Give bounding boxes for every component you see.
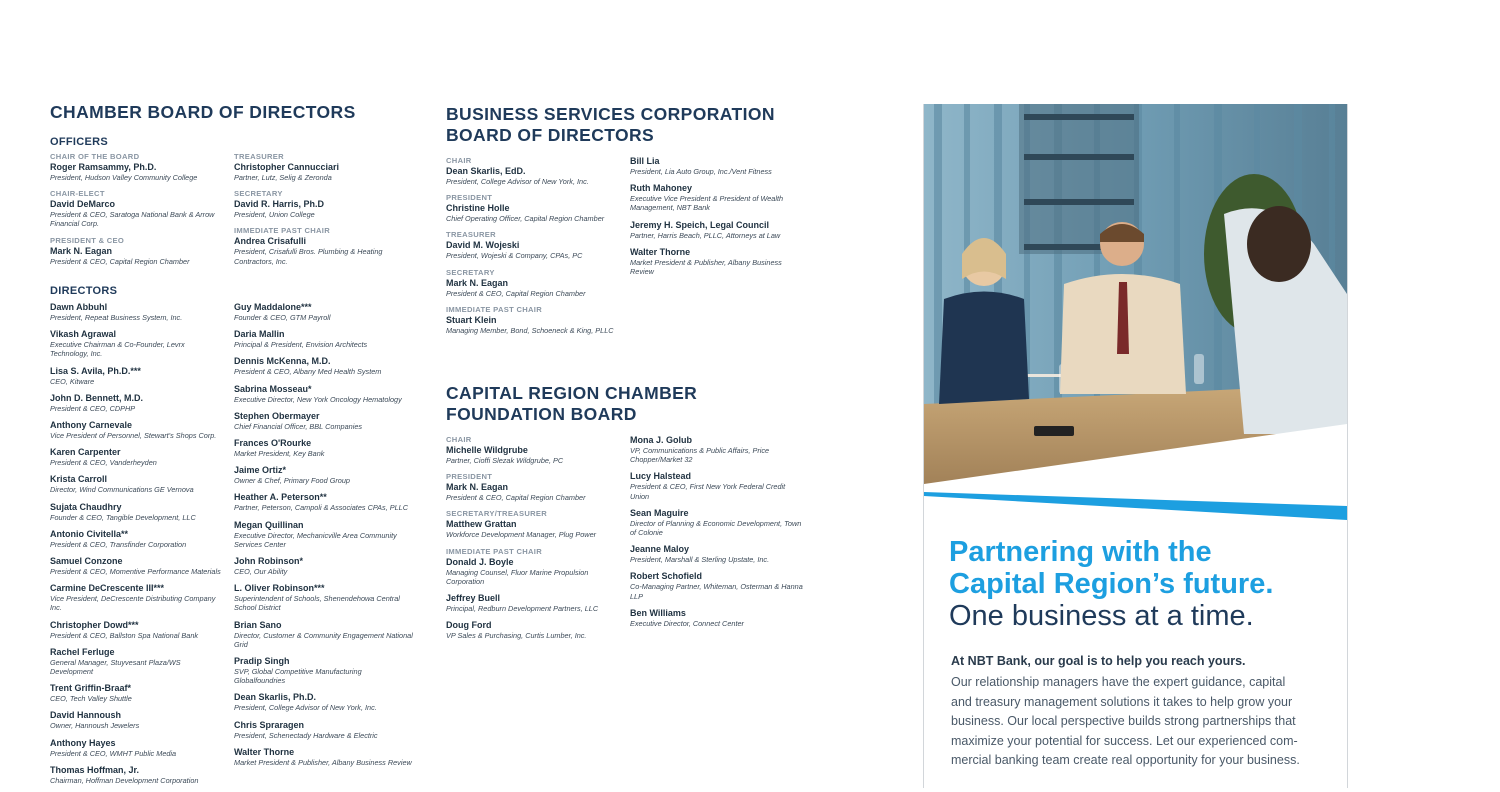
board-member-entry — [50, 529, 225, 549]
member-name: Thomas Hoffman, Jr. — [50, 764, 140, 775]
member-title: VP Sales & Purchasing, Curtis Lumber, Inc. — [446, 631, 587, 641]
member-title: General Manager, Stuyvesant Plaza/WS Development — [50, 657, 181, 677]
member-title: President & CEO, Capital Region Chamber — [50, 256, 190, 266]
member-title: Workforce Development Manager, Plug Power — [446, 530, 597, 540]
member-name: John Robinson* — [234, 556, 303, 567]
board-member-entry — [630, 471, 805, 500]
board-member-entry — [50, 236, 225, 266]
board-member-entry — [446, 268, 621, 298]
member-title: Partner, Lutz, Selig & Zeronda — [234, 173, 332, 182]
board-member-entry — [630, 156, 805, 176]
directors-heading: DIRECTORS — [50, 285, 118, 297]
member-title: President, Union College — [234, 210, 315, 220]
ad-body-line: Our relationship managers have the expert guidance, capital — [951, 675, 1286, 689]
board-member-entry — [234, 356, 414, 376]
board-member-entry — [630, 183, 805, 212]
member-name: Carmine DeCrescente III*** — [50, 583, 165, 594]
member-title: Director, Customer & Community Engagement National Grid — [234, 630, 413, 649]
meeting-photo — [924, 104, 1347, 534]
board-member-entry — [446, 593, 626, 613]
board-member-entry — [446, 620, 626, 640]
member-name: Lisa S. Avila, Ph.D.*** — [50, 365, 141, 376]
board-member-entry — [234, 692, 414, 712]
member-title: President, Lia Auto Group, Inc./Vent Fitness — [630, 167, 772, 176]
board-member-entry — [630, 435, 805, 464]
member-role: PRESIDENT — [446, 472, 493, 482]
member-title: VP, Communications & Public Affairs, Price Chopper/Market 32 — [630, 446, 770, 465]
ad-body-line: and treasury management solutions it takes to help grow your — [951, 694, 1293, 709]
member-title: Market President & Publisher, Albany Business Review — [234, 757, 412, 767]
member-title: President, College Advisor of New York, Inc. — [446, 177, 589, 186]
member-name: Chris Spraragen — [234, 719, 305, 730]
board-member-entry — [234, 329, 414, 349]
member-title: President & CEO, First New York Federal Credit Union — [630, 482, 786, 501]
ad-headline — [949, 536, 1273, 632]
board-member-entry — [50, 474, 225, 494]
member-name: Vikash Agrawal — [50, 329, 117, 340]
member-title: President, College Advisor of New York, Inc. — [234, 703, 377, 713]
ad-copy — [951, 654, 1341, 771]
board-member-entry — [630, 220, 805, 240]
member-title: President, Marshall & Sterling Upstate, Inc. — [630, 555, 770, 565]
member-name: Doug Ford — [446, 620, 492, 631]
member-title: Chairman, Hoffman Development Corporation — [50, 775, 199, 785]
member-title: President & CEO, Albany Med Health System — [234, 367, 382, 377]
member-role: CHAIR — [446, 156, 472, 165]
member-title: Owner, Hannoush Jewelers — [50, 721, 140, 731]
board-member-entry — [234, 438, 414, 458]
member-title: Executive Director, Mechanicville Area Community Services Center — [234, 530, 397, 549]
member-name: Ruth Mahoney — [630, 183, 692, 194]
member-name: Samuel Conzone — [50, 556, 123, 567]
member-title: Owner & Chef, Primary Food Group — [234, 476, 350, 486]
member-name: Pradip Singh — [234, 656, 290, 667]
board-member-entry — [234, 152, 414, 182]
board-member-entry — [630, 608, 805, 628]
member-name: Roger Ramsammy, Ph.D. — [50, 162, 157, 172]
member-role: PRESIDENT — [446, 193, 493, 203]
board-member-entry — [234, 226, 414, 265]
member-name: John D. Bennett, M.D. — [50, 392, 143, 403]
member-name: L. Oliver Robinson*** — [234, 583, 325, 594]
ad-body-line: maximize your potential for success. Let our experienced com- — [951, 733, 1298, 748]
member-name: Dean Skarlis, Ph.D. — [234, 692, 317, 703]
board-member-entry — [234, 520, 414, 549]
member-name: Mark N. Eagan — [446, 482, 509, 493]
member-name: Michelle Wildgrube — [446, 445, 528, 455]
member-role: CHAIR-ELECT — [50, 189, 105, 199]
member-name: Stephen Obermayer — [234, 410, 320, 421]
board-member-entry — [446, 156, 621, 186]
board-member-entry — [50, 738, 225, 758]
member-name: Trent Griffin-Braaf* — [50, 683, 132, 694]
bsc-board-title — [446, 104, 775, 146]
member-name: Dean Skarlis, EdD. — [446, 166, 526, 176]
board-member-entry — [446, 547, 626, 586]
board-member-entry — [234, 747, 414, 767]
member-name: Ben Williams — [630, 607, 686, 618]
member-name: Christopher Dowd*** — [50, 619, 139, 630]
member-name: David R. Harris, Ph.D — [234, 199, 325, 210]
board-member-entry — [630, 571, 805, 600]
board-member-entry — [234, 384, 414, 404]
member-name: Sabrina Mosseau* — [234, 383, 312, 394]
board-member-entry — [50, 366, 225, 386]
member-name: David M. Wojeski — [446, 240, 520, 251]
member-name: Karen Carpenter — [50, 447, 121, 458]
member-title: Vice President of Personnel, Stewart's Shops Corp. — [50, 431, 217, 441]
board-member-entry — [50, 420, 225, 440]
member-title: CEO, Kitware — [50, 376, 95, 386]
member-role: SECRETARY/TREASURER — [446, 509, 548, 519]
member-name: Lucy Halstead — [630, 471, 692, 482]
member-name: Jeremy H. Speich, Legal Council — [630, 219, 770, 230]
member-title: CEO, Our Ability — [234, 567, 288, 577]
member-name: David Hannoush — [50, 710, 122, 721]
member-role: SECRETARY — [234, 189, 283, 199]
board-member-entry — [50, 302, 225, 322]
member-role: TREASURER — [234, 152, 284, 161]
member-name: Dennis McKenna, M.D. — [234, 356, 331, 367]
ad-lead: At NBT Bank, our goal is to help you reach yours. — [951, 654, 1246, 668]
member-name: Anthony Hayes — [50, 737, 116, 748]
member-name: Daria Mallin — [234, 329, 285, 340]
member-title: Principal & President, Envision Architects — [234, 340, 368, 350]
member-name: Donald J. Boyle — [446, 556, 514, 567]
member-role: IMMEDIATE PAST CHAIR — [234, 226, 330, 236]
headline-line2: Capital Region’s future. — [949, 568, 1274, 600]
member-role: SECRETARY — [446, 267, 495, 277]
member-name: Guy Maddalone*** — [234, 302, 312, 312]
member-title: President & CEO, Capital Region Chamber — [446, 288, 586, 298]
officers-left-column — [50, 152, 225, 273]
board-member-entry — [50, 189, 225, 228]
foundation-board-title — [446, 383, 697, 425]
headline-line3: One business at a time. — [949, 600, 1254, 632]
member-name: Walter Thorne — [630, 246, 691, 257]
board-member-entry — [234, 465, 414, 485]
board-member-entry — [50, 683, 225, 703]
ad-body-line: business. Our local perspective builds strong partnerships that — [951, 714, 1296, 729]
member-name: Bill Lia — [630, 156, 660, 166]
board-member-entry — [630, 508, 805, 537]
nbt-bank-ad — [923, 104, 1348, 788]
board-member-entry — [630, 544, 805, 564]
board-member-entry — [234, 556, 414, 576]
board-member-entry — [50, 620, 225, 640]
member-title: President, Hudson Valley Community College — [50, 173, 198, 182]
board-member-entry — [446, 193, 621, 223]
member-name: Dawn Abbuhl — [50, 302, 108, 312]
member-name: Andrea Crisafulli — [234, 236, 307, 247]
member-title: Chief Operating Officer, Capital Region Chamber — [446, 214, 605, 224]
board-member-entry — [630, 247, 805, 276]
member-title: President, Wojeski & Company, CPAs, PC — [446, 251, 583, 261]
ad-body-line: mercial banking team create real opportunity for your business. — [951, 753, 1300, 768]
member-name: Sujata Chaudhry — [50, 501, 122, 512]
member-title: Director, Wind Communications GE Vernova — [50, 485, 194, 495]
member-name: Robert Schofield — [630, 571, 703, 582]
foundation-title-line2: FOUNDATION BOARD — [446, 404, 637, 424]
member-title: CEO, Tech Valley Shuttle — [50, 694, 132, 704]
member-name: Jeanne Maloy — [630, 544, 690, 555]
directors-left-column — [50, 302, 225, 792]
member-title: Market President, Key Bank — [234, 449, 325, 459]
member-title: President & CEO, Vanderheyden — [50, 458, 157, 468]
officers-right-column — [234, 152, 414, 273]
board-member-entry — [234, 720, 414, 740]
bsc-left-column — [446, 156, 621, 342]
member-name: Megan Quillinan — [234, 519, 304, 530]
member-title: President & CEO, WMHT Public Media — [50, 748, 177, 758]
member-title: Managing Counsel, Fluor Marine Propulsion Corporation — [446, 567, 589, 586]
member-title: Executive Chairman & Co-Founder, Levrx Technology, Inc. — [50, 340, 185, 359]
bsc-title-line2: BOARD OF DIRECTORS — [446, 125, 655, 145]
board-member-entry — [446, 509, 626, 539]
member-role: IMMEDIATE PAST CHAIR — [446, 546, 542, 556]
bsc-title-line1: BUSINESS SERVICES CORPORATION — [446, 104, 775, 124]
board-member-entry — [446, 472, 626, 502]
foundation-right-column — [630, 435, 805, 635]
member-name: Walter Thorne — [234, 746, 295, 757]
board-member-entry — [50, 393, 225, 413]
foundation-title-line1: CAPITAL REGION CHAMBER — [446, 383, 698, 403]
member-title: Founder & CEO, GTM Payroll — [234, 313, 331, 322]
member-role: TREASURER — [446, 230, 496, 240]
member-name: Krista Carroll — [50, 474, 108, 485]
member-title: Superintendent of Schools, Shenendehowa Central School District — [234, 594, 400, 613]
member-title: Director of Planning & Economic Development, Town of Colonie — [630, 518, 802, 538]
board-member-entry — [50, 556, 225, 576]
directors-right-column — [234, 302, 414, 774]
member-title: Partner, Cioffi Slezak Wildgrube, PC — [446, 456, 564, 465]
board-member-entry — [234, 620, 414, 649]
board-member-entry — [446, 305, 621, 335]
member-title: Chief Financial Officer, BBL Companies — [234, 421, 363, 431]
board-member-entry — [50, 765, 225, 785]
member-role: CHAIR — [446, 435, 472, 444]
member-role: PRESIDENT & CEO — [50, 235, 125, 245]
member-name: Mark N. Eagan — [446, 277, 509, 288]
member-name: David DeMarco — [50, 199, 116, 210]
member-role: CHAIR OF THE BOARD — [50, 152, 140, 161]
member-name: Anthony Carnevale — [50, 420, 133, 431]
member-title: Executive Director, New York Oncology Hematology — [234, 394, 402, 404]
member-title: President & CEO, CDPHP — [50, 403, 136, 413]
member-name: Brian Sano — [234, 619, 282, 630]
member-name: Christopher Cannucciari — [234, 162, 340, 172]
member-title: Managing Member, Bond, Schoeneck & King, PLLC — [446, 325, 614, 335]
member-title: Partner, Peterson, Campoli & Associates CPAs, PLLC — [234, 503, 408, 513]
member-title: Principal, Redburn Development Partners, LLC — [446, 604, 599, 614]
member-title: Founder & CEO, Tangible Development, LLC — [50, 512, 196, 522]
member-title: President, Schenectady Hardware & Electric — [234, 730, 378, 740]
member-title: Co-Managing Partner, Whiteman, Osterman & Hanna LLP — [630, 582, 803, 601]
member-title: Executive Vice President & President of Wealth Management, NBT Bank — [630, 194, 784, 213]
headline-line1: Partnering with the — [949, 536, 1212, 568]
board-member-entry — [234, 302, 414, 322]
board-member-entry — [50, 710, 225, 730]
board-member-entry — [50, 583, 225, 612]
member-title: President & CEO, Ballston Spa National Bank — [50, 630, 199, 640]
foundation-left-column — [446, 435, 626, 647]
member-title: President, Repeat Business System, Inc. — [50, 313, 183, 322]
board-member-entry — [50, 502, 225, 522]
member-name: Antonio Civitella** — [50, 528, 129, 539]
board-member-entry — [234, 189, 414, 219]
chamber-board-title: CHAMBER BOARD OF DIRECTORS — [50, 102, 356, 122]
officers-heading: OFFICERS — [50, 136, 109, 148]
member-title: President, Crisafulli Bros. Plumbing & Heating Contractors, Inc. — [234, 247, 383, 266]
board-member-entry — [234, 411, 414, 431]
member-name: Christine Holle — [446, 203, 510, 214]
member-name: Rachel Ferluge — [50, 646, 115, 657]
board-member-entry — [50, 447, 225, 467]
board-member-entry — [234, 492, 414, 512]
member-name: Jaime Ortiz* — [234, 465, 287, 476]
bsc-right-column — [630, 156, 805, 283]
member-title: Market President & Publisher, Albany Business Review — [630, 257, 782, 277]
board-member-entry — [50, 647, 225, 676]
member-title: President & CEO, Transfinder Corporation — [50, 539, 187, 549]
member-role: IMMEDIATE PAST CHAIR — [446, 304, 542, 314]
member-name: Sean Maguire — [630, 507, 689, 518]
member-name: Stuart Klein — [446, 314, 497, 325]
member-title: Partner, Harris Beach, PLLC, Attorneys at Law — [630, 230, 781, 240]
member-title: President & CEO, Capital Region Chamber — [446, 493, 586, 503]
board-member-entry — [234, 656, 414, 685]
member-name: Matthew Grattan — [446, 519, 517, 530]
member-name: Heather A. Peterson** — [234, 492, 327, 503]
member-title: President & CEO, Saratoga National Bank & Arrow Financial Corp. — [50, 210, 215, 229]
board-member-entry — [446, 435, 626, 465]
board-member-entry — [446, 230, 621, 260]
member-name: Mark N. Eagan — [50, 245, 113, 256]
member-name: Mona J. Golub — [630, 435, 692, 445]
board-member-entry — [50, 152, 225, 182]
member-name: Jeffrey Buell — [446, 593, 501, 604]
member-title: Vice President, DeCrescente Distributing Company Inc. — [50, 594, 216, 613]
board-member-entry — [234, 583, 414, 612]
member-name: Frances O'Rourke — [234, 438, 312, 449]
member-title: President & CEO, Momentive Performance Materials — [50, 567, 221, 577]
member-title: Executive Director, Connect Center — [630, 618, 744, 628]
board-member-entry — [50, 329, 225, 358]
member-title: SVP, Global Competitive Manufacturing Globalfoundries — [234, 667, 362, 686]
